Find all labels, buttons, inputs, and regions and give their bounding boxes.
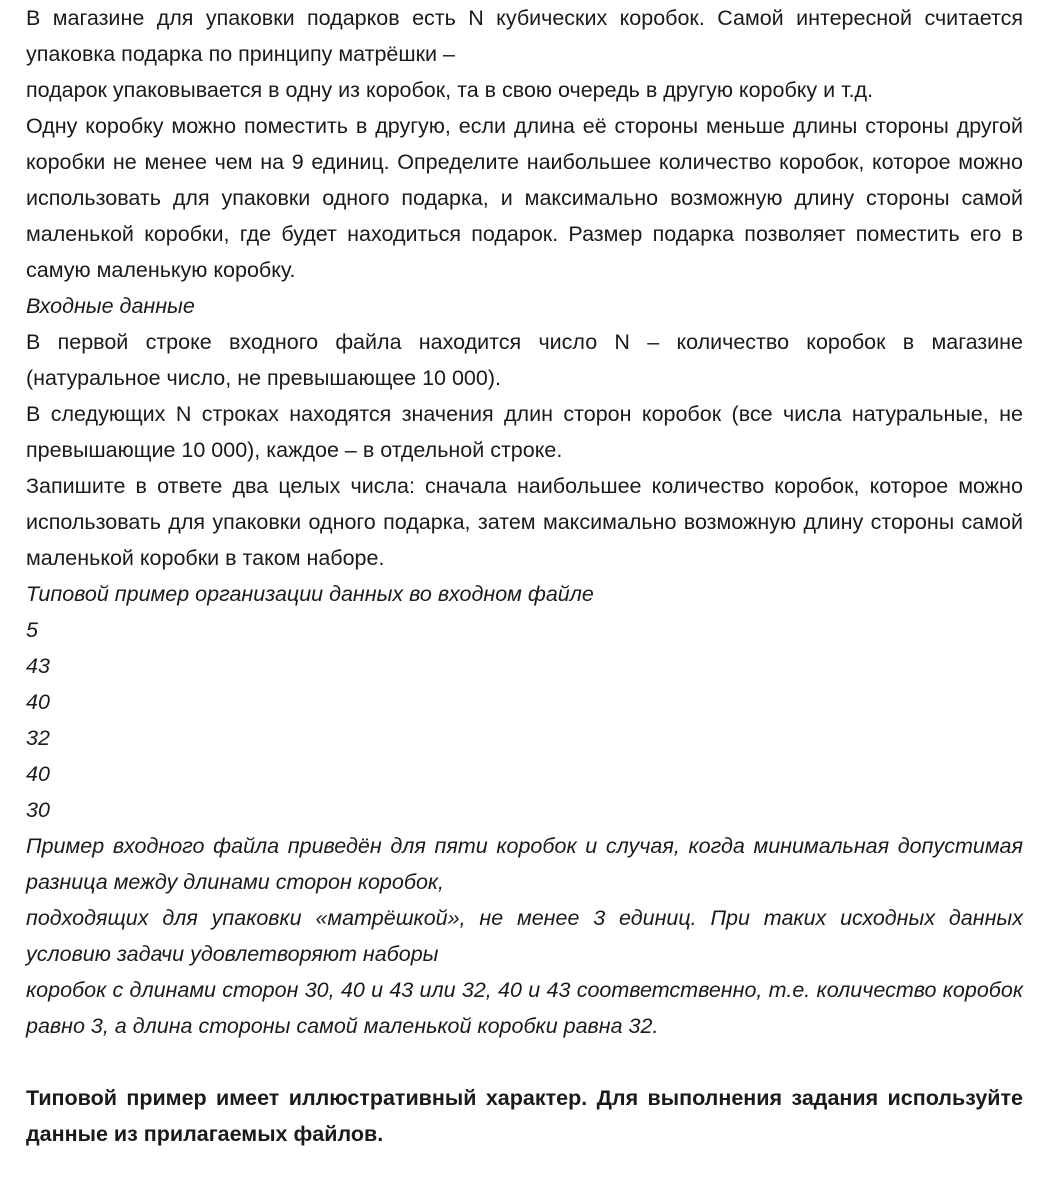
condition-paragraph-2: подарок упаковывается в одну из коробок, та в свою очередь в другую коробку и т.д. <box>26 78 874 102</box>
note-paragraph: Типовой пример имеет иллюстративный характер. Для выполнения задания используйте данные из прилагаемых файлов. <box>26 1086 1023 1146</box>
example-value: 30 <box>26 798 50 822</box>
example-value: 43 <box>26 654 50 678</box>
input-paragraph-1: В первой строке входного файла находится число N – количество коробок в магазине (натуральное число, не превышающее 10 000). <box>26 330 1023 390</box>
example-value: 40 <box>26 690 50 714</box>
answer-format-paragraph: Запишите в ответе два целых числа: сначала наибольшее количество коробок, которое можно использовать для упаковки одного подарка, затем максимально возможную длину стороны самой маленькой коробки в таком наборе. <box>26 474 1023 570</box>
condition-paragraph-3: Одну коробку можно поместить в другую, если длина её стороны меньше длины стороны другой коробки не менее чем на 9 единиц. Определите наибольшее количество коробок, которое можно использовать для упаковки одного подарка, и максимально возможную длину стороны самой маленькой коробки, где будет находиться подарок. Размер подарка позволяет поместить его в самую маленькую коробку. <box>26 114 1023 282</box>
example-explanation-2: подходящих для упаковки «матрёшкой», не менее 3 единиц. При таких исходных данных условию задачи удовлетворяют наборы <box>26 906 1023 966</box>
example-value: 40 <box>26 762 50 786</box>
example-explanation-3: коробок с длинами сторон 30, 40 и 43 или 32, 40 и 43 соответственно, т.е. количество коробок равно 3, а длина стороны самой маленькой коробки равна 32. <box>26 978 1023 1038</box>
input-heading: Входные данные <box>26 294 195 318</box>
blank-line <box>26 1044 1023 1080</box>
condition-paragraph-1: В магазине для упаковки подарков есть N кубических коробок. Самой интересной считается упаковка подарка по принципу матрёшки – <box>26 6 1023 66</box>
example-explanation-1: Пример входного файла приведён для пяти коробок и случая, когда минимальная допустимая разница между длинами сторон коробок, <box>26 834 1023 894</box>
example-heading: Типовой пример организации данных во входном файле <box>26 582 594 606</box>
example-value: 32 <box>26 726 50 750</box>
input-paragraph-2: В следующих N строках находятся значения длин сторон коробок (все числа натуральные, не превышающие 10 000), каждое – в отдельной строке. <box>26 402 1023 462</box>
example-values-list <box>26 612 1023 828</box>
example-value: 5 <box>26 618 38 642</box>
